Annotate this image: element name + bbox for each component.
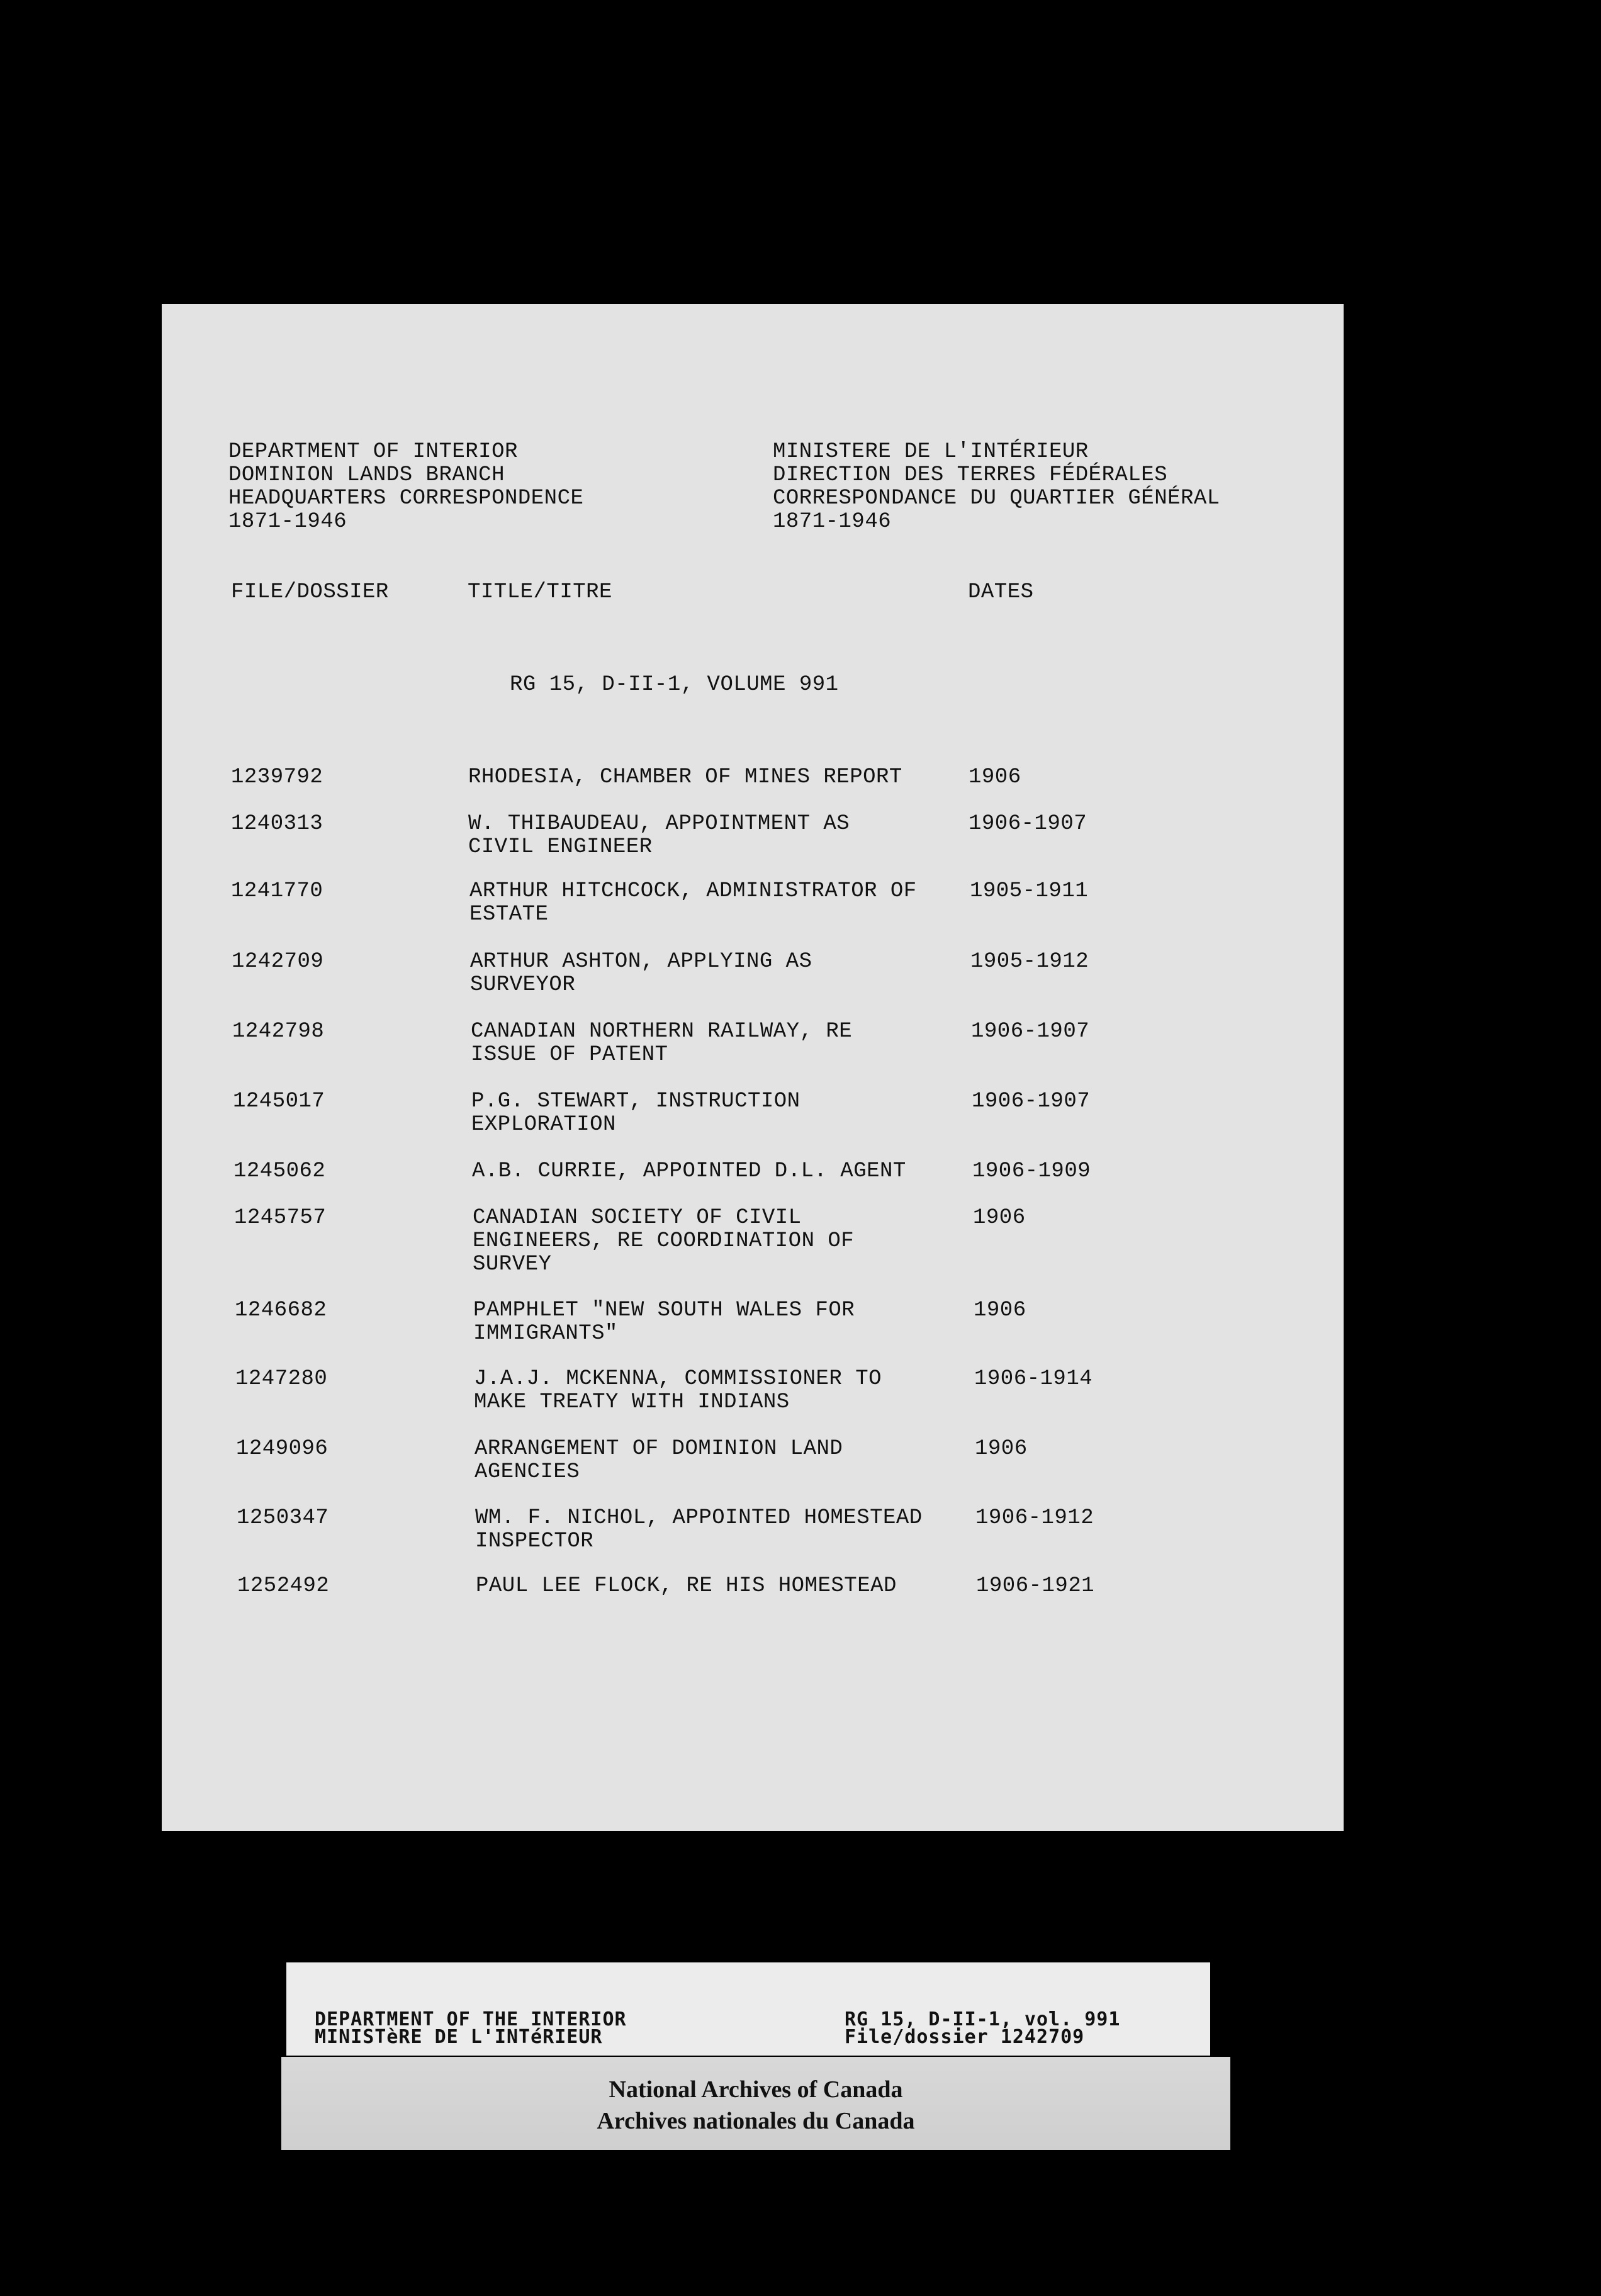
row-dates: 1906-1907 <box>969 812 1087 836</box>
header-en-line-3: HEADQUARTERS CORRESPONDENCE <box>228 487 584 510</box>
label-volume-reference: RG 15, D-II-1, vol. 991 <box>845 2008 1121 2030</box>
page-edge-notch <box>169 950 225 1007</box>
column-header-dates: DATES <box>968 580 1034 604</box>
row-file-number: 1245757 <box>234 1206 327 1230</box>
stamp-line-en: National Archives of Canada <box>609 2076 903 2103</box>
row-file-number: 1245017 <box>233 1089 325 1113</box>
header-en-line-1: DEPARTMENT OF INTERIOR <box>228 440 518 464</box>
row-dates: 1906-1914 <box>974 1367 1093 1391</box>
row-dates: 1906-1907 <box>971 1020 1090 1044</box>
stamp-line-fr: Archives nationales du Canada <box>597 2108 915 2134</box>
header-fr-line-2: DIRECTION DES TERRES FÉDÉRALES <box>773 463 1168 487</box>
row-title: CANADIAN SOCIETY OF CIVIL ENGINEERS, RE COORDINATION OF SURVEY <box>473 1206 855 1276</box>
row-file-number: 1252492 <box>237 1574 330 1598</box>
label-file-number: File/dossier 1242709 <box>845 2026 1085 2048</box>
row-dates: 1906-1907 <box>972 1089 1091 1113</box>
row-file-number: 1239792 <box>231 765 323 789</box>
row-title: P.G. STEWART, INSTRUCTION EXPLORATION <box>471 1089 800 1137</box>
row-file-number: 1245062 <box>233 1159 326 1183</box>
row-title: ARTHUR HITCHCOCK, ADMINISTRATOR OF ESTATE <box>469 879 917 926</box>
row-title: PAUL LEE FLOCK, RE HIS HOMESTEAD <box>476 1574 897 1598</box>
row-title: WM. F. NICHOL, APPOINTED HOMESTEAD INSPECTOR <box>475 1506 923 1553</box>
row-dates: 1905-1912 <box>970 950 1089 974</box>
header-fr-line-4: 1871-1946 <box>773 510 892 534</box>
header-fr-line-3: CORRESPONDANCE DU QUARTIER GÉNÉRAL <box>773 487 1220 510</box>
row-file-number: 1242798 <box>232 1020 325 1044</box>
row-file-number: 1250347 <box>237 1506 329 1530</box>
row-title: PAMPHLET "NEW SOUTH WALES FOR IMMIGRANTS" <box>473 1298 855 1346</box>
row-dates: 1906 <box>973 1206 1026 1230</box>
header-en-line-2: DOMINION LANDS BRANCH <box>228 463 505 487</box>
header-fr-line-1: MINISTERE DE L'INTÉRIEUR <box>773 440 1089 464</box>
row-title: CANADIAN NORTHERN RAILWAY, RE ISSUE OF PATENT <box>471 1020 853 1067</box>
row-dates: 1905-1911 <box>970 879 1089 903</box>
row-dates: 1906-1921 <box>976 1574 1095 1598</box>
row-dates: 1906-1909 <box>972 1159 1091 1183</box>
column-header-title: TITLE/TITRE <box>468 580 612 604</box>
row-file-number: 1246682 <box>235 1298 327 1322</box>
row-file-number: 1247280 <box>235 1367 328 1391</box>
column-header-file: FILE/DOSSIER <box>231 580 389 604</box>
row-title: A.B. CURRIE, APPOINTED D.L. AGENT <box>472 1159 906 1183</box>
row-title: RHODESIA, CHAMBER OF MINES REPORT <box>468 765 902 789</box>
row-file-number: 1241770 <box>231 879 323 903</box>
row-file-number: 1249096 <box>236 1437 329 1461</box>
header-en-line-4: 1871-1946 <box>228 510 347 534</box>
row-dates: 1906 <box>975 1437 1028 1461</box>
row-title: ARRANGEMENT OF DOMINION LAND AGENCIES <box>475 1437 843 1484</box>
row-title: ARTHUR ASHTON, APPLYING AS SURVEYOR <box>470 950 812 997</box>
row-title: J.A.J. MCKENNA, COMMISSIONER TO MAKE TREATY WITH INDIANS <box>474 1367 882 1414</box>
archives-stamp <box>281 2057 1230 2150</box>
label-department-en: DEPARTMENT OF THE INTERIOR <box>315 2008 627 2030</box>
row-title: W. THIBAUDEAU, APPOINTMENT AS CIVIL ENGINEER <box>468 812 850 859</box>
row-dates: 1906 <box>974 1298 1026 1322</box>
row-file-number: 1242709 <box>232 950 324 974</box>
row-dates: 1906-1912 <box>975 1506 1094 1530</box>
row-file-number: 1240313 <box>231 812 323 836</box>
volume-reference: RG 15, D-II-1, VOLUME 991 <box>510 673 839 697</box>
row-dates: 1906 <box>969 765 1021 789</box>
label-department-fr: MINISTèRE DE L'INTéRIEUR <box>315 2026 603 2048</box>
